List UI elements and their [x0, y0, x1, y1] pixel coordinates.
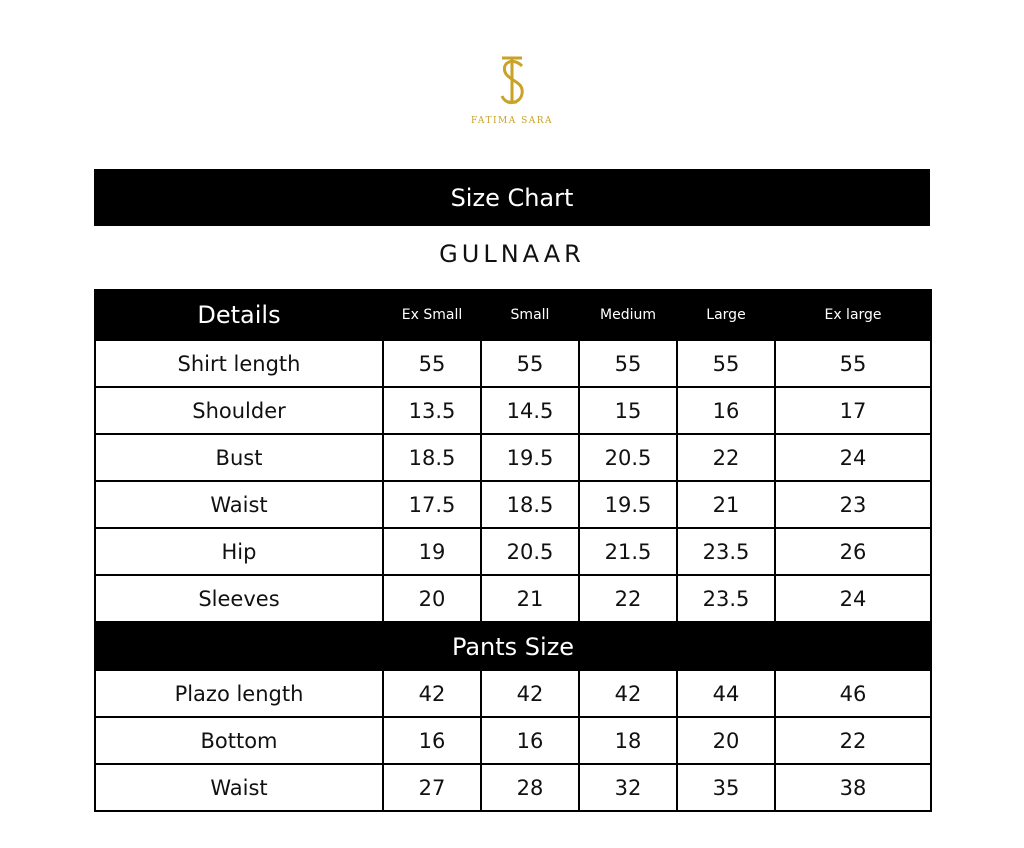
column-header: Details	[95, 290, 383, 340]
table-cell: 38	[775, 764, 931, 811]
table-cell: 17.5	[383, 481, 481, 528]
table-cell: 55	[775, 340, 931, 387]
fs-monogram-icon	[492, 52, 532, 112]
row-label: Bottom	[95, 717, 383, 764]
table-header-row	[95, 290, 931, 340]
column-header: Small	[481, 290, 579, 340]
column-header: Ex large	[775, 290, 931, 340]
table-row	[95, 340, 931, 387]
row-label: Shirt length	[95, 340, 383, 387]
table-row	[95, 387, 931, 434]
size-chart-title: Size Chart	[94, 169, 930, 226]
table-row	[95, 670, 931, 717]
table-cell: 32	[579, 764, 677, 811]
table-cell: 55	[579, 340, 677, 387]
table-cell: 26	[775, 528, 931, 575]
brand-logo	[462, 52, 562, 126]
row-label: Sleeves	[95, 575, 383, 622]
table-cell: 18	[579, 717, 677, 764]
row-label: Hip	[95, 528, 383, 575]
row-label: Shoulder	[95, 387, 383, 434]
table-cell: 19.5	[579, 481, 677, 528]
table-cell: 18.5	[383, 434, 481, 481]
table-cell: 20.5	[481, 528, 579, 575]
brand-name: FATIMA SARA	[470, 116, 554, 126]
table-row	[95, 575, 931, 622]
table-cell: 17	[775, 387, 931, 434]
table-cell: 46	[775, 670, 931, 717]
column-header: Ex Small	[383, 290, 481, 340]
table-cell: 44	[677, 670, 775, 717]
pants-size-title: Pants Size	[95, 623, 931, 670]
shirt-size-table	[94, 289, 932, 623]
table-row	[95, 434, 931, 481]
product-name: GULNAAR	[439, 240, 585, 268]
table-cell: 55	[383, 340, 481, 387]
table-row	[95, 717, 931, 764]
table-cell: 23.5	[677, 575, 775, 622]
table-cell: 42	[481, 670, 579, 717]
table-cell: 24	[775, 434, 931, 481]
table-cell: 21	[677, 481, 775, 528]
table-cell: 55	[481, 340, 579, 387]
table-cell: 21.5	[579, 528, 677, 575]
table-cell: 27	[383, 764, 481, 811]
table-cell: 22	[775, 717, 931, 764]
row-label: Waist	[95, 764, 383, 811]
table-cell: 42	[383, 670, 481, 717]
table-cell: 21	[481, 575, 579, 622]
table-row	[95, 481, 931, 528]
row-label: Bust	[95, 434, 383, 481]
table-cell: 28	[481, 764, 579, 811]
table-cell: 55	[677, 340, 775, 387]
table-row	[95, 764, 931, 811]
table-cell: 35	[677, 764, 775, 811]
table-row	[95, 528, 931, 575]
table-cell: 23	[775, 481, 931, 528]
table-cell: 22	[579, 575, 677, 622]
pants-size-table	[94, 622, 932, 812]
column-header: Large	[677, 290, 775, 340]
row-label: Plazo length	[95, 670, 383, 717]
table-cell: 16	[383, 717, 481, 764]
table-cell: 24	[775, 575, 931, 622]
table-cell: 16	[677, 387, 775, 434]
table-cell: 23.5	[677, 528, 775, 575]
table-cell: 20.5	[579, 434, 677, 481]
table-cell: 16	[481, 717, 579, 764]
row-label: Waist	[95, 481, 383, 528]
table-cell: 20	[677, 717, 775, 764]
table-cell: 20	[383, 575, 481, 622]
table-cell: 18.5	[481, 481, 579, 528]
table-cell: 42	[579, 670, 677, 717]
table-cell: 15	[579, 387, 677, 434]
table-cell: 14.5	[481, 387, 579, 434]
table-cell: 19	[383, 528, 481, 575]
table-cell: 19.5	[481, 434, 579, 481]
table-cell: 13.5	[383, 387, 481, 434]
pants-section-header	[95, 623, 931, 670]
table-cell: 22	[677, 434, 775, 481]
column-header: Medium	[579, 290, 677, 340]
